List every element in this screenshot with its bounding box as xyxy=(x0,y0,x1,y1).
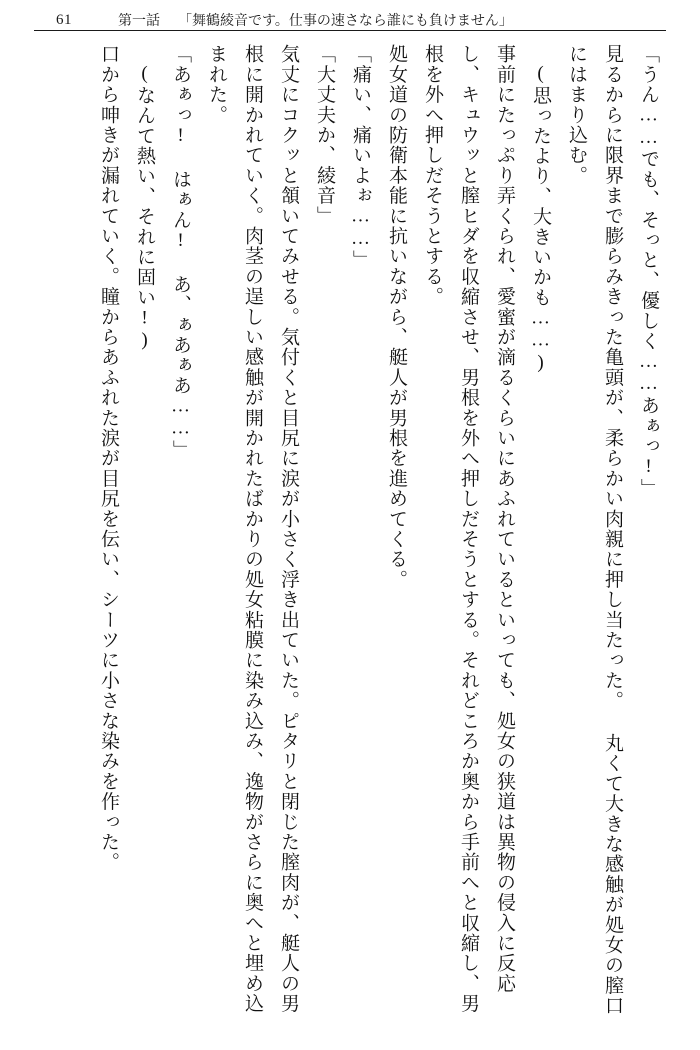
paragraph: 見るからに限界まで膨らみきった亀頭が、柔らかい肉親に押し当たった。 丸くて大きな感触が処女の膣口にはまり込む。 xyxy=(566,44,623,1016)
paragraph: 気丈にコクッと頷いてみせる。気付くと目尻に涙が小さく浮き出ていた。ピタリと閉じた膣肉が、艇人の男根に開かれていく。肉茎の逞しい感触が開かれたばかりの処女粘膜に染み込み、逸物がさらに奥へと埋め込まれた。 xyxy=(206,44,299,1014)
paragraph: 事前にたっぷり弄くられ、愛蜜が滴るくらいにあふれているといっても、処女の狭道は異物の侵入に反応し、キュウッと膣ヒダを収縮させ、男根を外へ押しだそうとする。それどころか奥から手前へと収縮し、男根を外へ押しだそうとする。 xyxy=(422,44,515,1014)
page-body xyxy=(34,44,666,1024)
paragraph: 処女道の防衛本能に抗いながら、艇人が男根を進めてくる。 xyxy=(386,44,407,590)
paragraph: (なんて熱い、それに固い!) xyxy=(134,63,155,352)
chapter-label: 第一話 xyxy=(118,14,160,29)
paragraph: (思ったより、大きいかも……) xyxy=(530,63,551,374)
page-number: 61 xyxy=(56,11,72,28)
running-title: 「舞鶴綾音です。仕事の速さなら誰にも負けません」 xyxy=(178,14,513,29)
paragraph: 「大丈夫か、綾音」 xyxy=(314,44,335,226)
page-header xyxy=(0,0,700,40)
paragraph: 「うん……でも、そっと、優しく……あぁっ!」 xyxy=(638,44,659,499)
header-divider xyxy=(34,30,666,31)
paragraph: 「あぁっ! はぁん! あ、ぁあぁあ……」 xyxy=(170,44,191,460)
paragraph: 口から呻きが漏れていく。瞳からあふれた涙が目尻を伝い、シーツに小さな染みを作った。 xyxy=(98,44,119,873)
paragraph: 「痛い、痛いよぉ……」 xyxy=(350,44,371,271)
vertical-text-column xyxy=(34,44,666,1024)
